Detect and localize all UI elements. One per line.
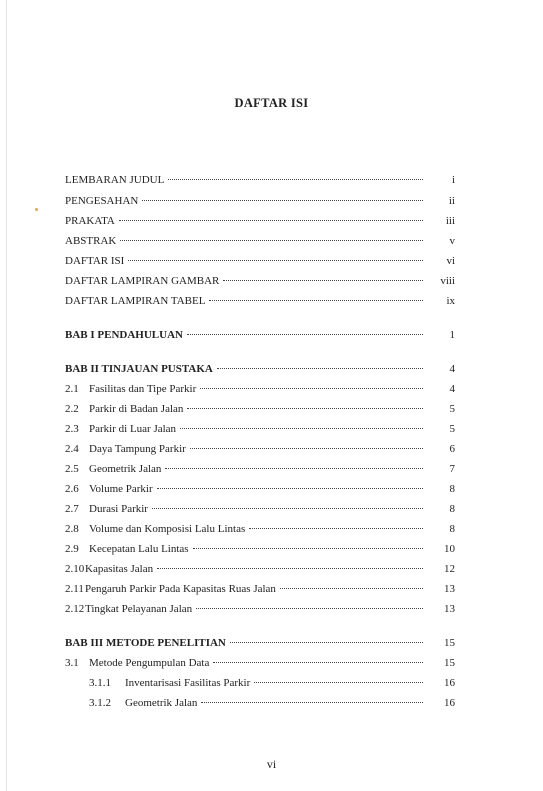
toc-entry[interactable] bbox=[65, 293, 455, 309]
dot-leader bbox=[120, 240, 423, 241]
toc-entry[interactable] bbox=[65, 581, 455, 597]
toc-entry[interactable] bbox=[65, 635, 455, 651]
dot-leader bbox=[230, 642, 423, 643]
toc-entry-text: DAFTAR ISI bbox=[65, 255, 125, 267]
toc-entry[interactable] bbox=[65, 501, 455, 517]
dot-leader bbox=[190, 448, 423, 449]
toc-entry[interactable] bbox=[65, 273, 455, 289]
toc-entry[interactable] bbox=[65, 601, 455, 617]
toc-entry-label bbox=[65, 561, 153, 577]
toc-entry-label bbox=[65, 253, 124, 269]
toc-entry-label bbox=[65, 695, 197, 711]
toc-entry[interactable] bbox=[65, 233, 455, 249]
toc-entry-text: LEMBARAN JUDUL bbox=[65, 174, 165, 186]
toc-entry[interactable] bbox=[65, 401, 455, 417]
toc-entry-page: viii bbox=[440, 275, 455, 287]
toc-entry-page: 10 bbox=[444, 543, 455, 555]
dot-leader bbox=[209, 300, 423, 301]
toc-entry-label bbox=[65, 233, 116, 249]
toc-entry-page: 4 bbox=[449, 383, 455, 395]
dot-leader bbox=[152, 508, 423, 509]
toc-entry-page: vi bbox=[446, 255, 455, 267]
toc-entry-label bbox=[65, 601, 192, 617]
toc-entry-text: Kapasitas Jalan bbox=[85, 563, 154, 575]
dot-leader bbox=[249, 528, 423, 529]
toc-entry-text: DAFTAR LAMPIRAN GAMBAR bbox=[65, 275, 220, 287]
toc-entry[interactable] bbox=[65, 193, 455, 209]
toc-entry-page: 13 bbox=[444, 603, 455, 615]
toc-entry-number: 3.1.2 bbox=[89, 697, 111, 709]
toc-entry[interactable] bbox=[65, 441, 455, 457]
toc-entry-page: 12 bbox=[444, 563, 455, 575]
dot-leader bbox=[128, 260, 423, 261]
toc-entry-number: 2.12 bbox=[65, 603, 85, 615]
toc-entry-label bbox=[65, 421, 176, 437]
dot-leader bbox=[193, 548, 423, 549]
toc-entry[interactable] bbox=[65, 172, 455, 188]
toc-entry-text: BAB I PENDAHULUAN bbox=[65, 329, 183, 341]
page-edge bbox=[6, 0, 7, 791]
toc-entry[interactable] bbox=[65, 541, 455, 557]
toc-entry-label bbox=[65, 461, 161, 477]
toc-entry-label bbox=[65, 635, 226, 651]
toc-entry-label bbox=[65, 172, 164, 188]
toc-entry-label bbox=[65, 293, 205, 309]
dot-leader bbox=[119, 220, 423, 221]
toc-entry[interactable] bbox=[65, 695, 455, 711]
dot-leader bbox=[187, 408, 423, 409]
toc-entry-text: ABSTRAK bbox=[65, 235, 117, 247]
toc-entry-text: PENGESAHAN bbox=[65, 195, 139, 207]
toc-entry-label bbox=[65, 441, 186, 457]
toc-entry-page: 8 bbox=[449, 523, 455, 535]
toc-entry-label bbox=[65, 675, 250, 691]
toc-entry-text: Daya Tampung Parkir bbox=[89, 443, 186, 455]
toc-entry-page: 16 bbox=[444, 677, 455, 689]
toc-entry[interactable] bbox=[65, 253, 455, 269]
toc-entry-label bbox=[65, 381, 196, 397]
toc-entry[interactable] bbox=[65, 361, 455, 377]
toc-entry-text: DAFTAR LAMPIRAN TABEL bbox=[65, 295, 206, 307]
toc-entry-number: 2.1 bbox=[65, 383, 79, 395]
toc-entry-page: 8 bbox=[449, 483, 455, 495]
toc-entry[interactable] bbox=[65, 675, 455, 691]
toc-entry-number: 2.8 bbox=[65, 523, 79, 535]
toc-entry-number: 2.11 bbox=[65, 583, 84, 595]
toc-entry-page: ix bbox=[446, 295, 455, 307]
toc-entry-label bbox=[65, 327, 183, 343]
toc-entry-page: 1 bbox=[449, 329, 455, 341]
toc-entry-page: 6 bbox=[449, 443, 455, 455]
dot-leader bbox=[200, 388, 423, 389]
toc-entry-label bbox=[65, 521, 245, 537]
dot-leader bbox=[201, 702, 423, 703]
toc-entry[interactable] bbox=[65, 381, 455, 397]
toc-entry-page: 15 bbox=[444, 637, 455, 649]
toc-entry-label bbox=[65, 655, 209, 671]
dot-leader bbox=[223, 280, 423, 281]
toc-entry-page: 15 bbox=[444, 657, 455, 669]
toc-entry[interactable] bbox=[65, 327, 455, 343]
toc-entry-text: Kecepatan Lalu Lintas bbox=[89, 543, 189, 555]
toc-entry-label bbox=[65, 193, 138, 209]
dot-leader bbox=[157, 568, 423, 569]
toc-entry-label bbox=[65, 361, 213, 377]
toc-entry[interactable] bbox=[65, 481, 455, 497]
toc-entry-page: ii bbox=[448, 195, 455, 207]
dot-leader bbox=[165, 468, 423, 469]
toc-entry-number: 2.3 bbox=[65, 423, 79, 435]
toc-entry-number: 2.5 bbox=[65, 463, 79, 475]
toc-entry-text: Durasi Parkir bbox=[89, 503, 148, 515]
dot-leader bbox=[213, 662, 423, 663]
toc-entry-text: Metode Pengumpulan Data bbox=[89, 657, 210, 669]
toc-entry[interactable] bbox=[65, 561, 455, 577]
dot-leader bbox=[254, 682, 423, 683]
toc-entry[interactable] bbox=[65, 521, 455, 537]
toc-entry-text: Parkir di Luar Jalan bbox=[89, 423, 177, 435]
toc-entry-text: Geometrik Jalan bbox=[89, 463, 162, 475]
toc-entry-page: 5 bbox=[449, 403, 455, 415]
toc-entry-text: Volume Parkir bbox=[89, 483, 153, 495]
toc-entry-number: 2.9 bbox=[65, 543, 79, 555]
toc-entry-page: i bbox=[451, 174, 455, 186]
dot-leader bbox=[142, 200, 423, 201]
toc-entry-label bbox=[65, 213, 115, 229]
toc-entry-label bbox=[65, 581, 276, 597]
dot-leader bbox=[157, 488, 423, 489]
toc-entry-page: 7 bbox=[449, 463, 455, 475]
toc-entry-text: Parkir di Badan Jalan bbox=[89, 403, 184, 415]
toc-entry-page: 13 bbox=[444, 583, 455, 595]
scan-mark bbox=[35, 208, 38, 211]
toc-entry-text: Inventarisasi Fasilitas Parkir bbox=[125, 677, 251, 689]
toc-entry-text: Fasilitas dan Tipe Parkir bbox=[89, 383, 197, 395]
table-of-contents bbox=[65, 0, 455, 791]
toc-entry-label bbox=[65, 541, 189, 557]
dot-leader bbox=[196, 608, 423, 609]
dot-leader bbox=[180, 428, 423, 429]
toc-entry-label bbox=[65, 501, 148, 517]
dot-leader bbox=[217, 368, 423, 369]
toc-entry-text: BAB II TINJAUAN PUSTAKA bbox=[65, 363, 213, 375]
toc-entry-text: PRAKATA bbox=[65, 215, 115, 227]
toc-entry-label bbox=[65, 401, 183, 417]
dot-leader bbox=[280, 588, 423, 589]
toc-entry[interactable] bbox=[65, 655, 455, 671]
toc-entry-number: 2.7 bbox=[65, 503, 79, 515]
toc-entry-page: 5 bbox=[449, 423, 455, 435]
toc-entry[interactable] bbox=[65, 213, 455, 229]
toc-entry-page: iii bbox=[445, 215, 455, 227]
page-number: vi bbox=[266, 757, 277, 771]
toc-entry-text: Tingkat Pelayanan Jalan bbox=[85, 603, 193, 615]
toc-entry-number: 2.2 bbox=[65, 403, 79, 415]
toc-entry[interactable] bbox=[65, 421, 455, 437]
toc-entry-text: Geometrik Jalan bbox=[125, 697, 198, 709]
toc-entry-page: 8 bbox=[449, 503, 455, 515]
dot-leader bbox=[187, 334, 423, 335]
toc-entry-number: 3.1.1 bbox=[89, 677, 111, 689]
toc-entry[interactable] bbox=[65, 461, 455, 477]
page-title: DAFTAR ISI bbox=[234, 96, 309, 110]
toc-entry-label bbox=[65, 273, 219, 289]
dot-leader bbox=[168, 179, 423, 180]
toc-entry-label bbox=[65, 481, 153, 497]
toc-entry-page: v bbox=[449, 235, 455, 247]
toc-entry-text: Volume dan Komposisi Lalu Lintas bbox=[89, 523, 246, 535]
toc-entry-number: 2.4 bbox=[65, 443, 79, 455]
toc-entry-text: BAB III METODE PENELITIAN bbox=[65, 637, 226, 649]
toc-entry-number: 3.1 bbox=[65, 657, 79, 669]
toc-entry-number: 2.10 bbox=[65, 563, 85, 575]
toc-entry-page: 4 bbox=[449, 363, 455, 375]
toc-entry-text: Pengaruh Parkir Pada Kapasitas Ruas Jalan bbox=[85, 583, 276, 595]
toc-entry-number: 2.6 bbox=[65, 483, 79, 495]
toc-entry-page: 16 bbox=[444, 697, 455, 709]
